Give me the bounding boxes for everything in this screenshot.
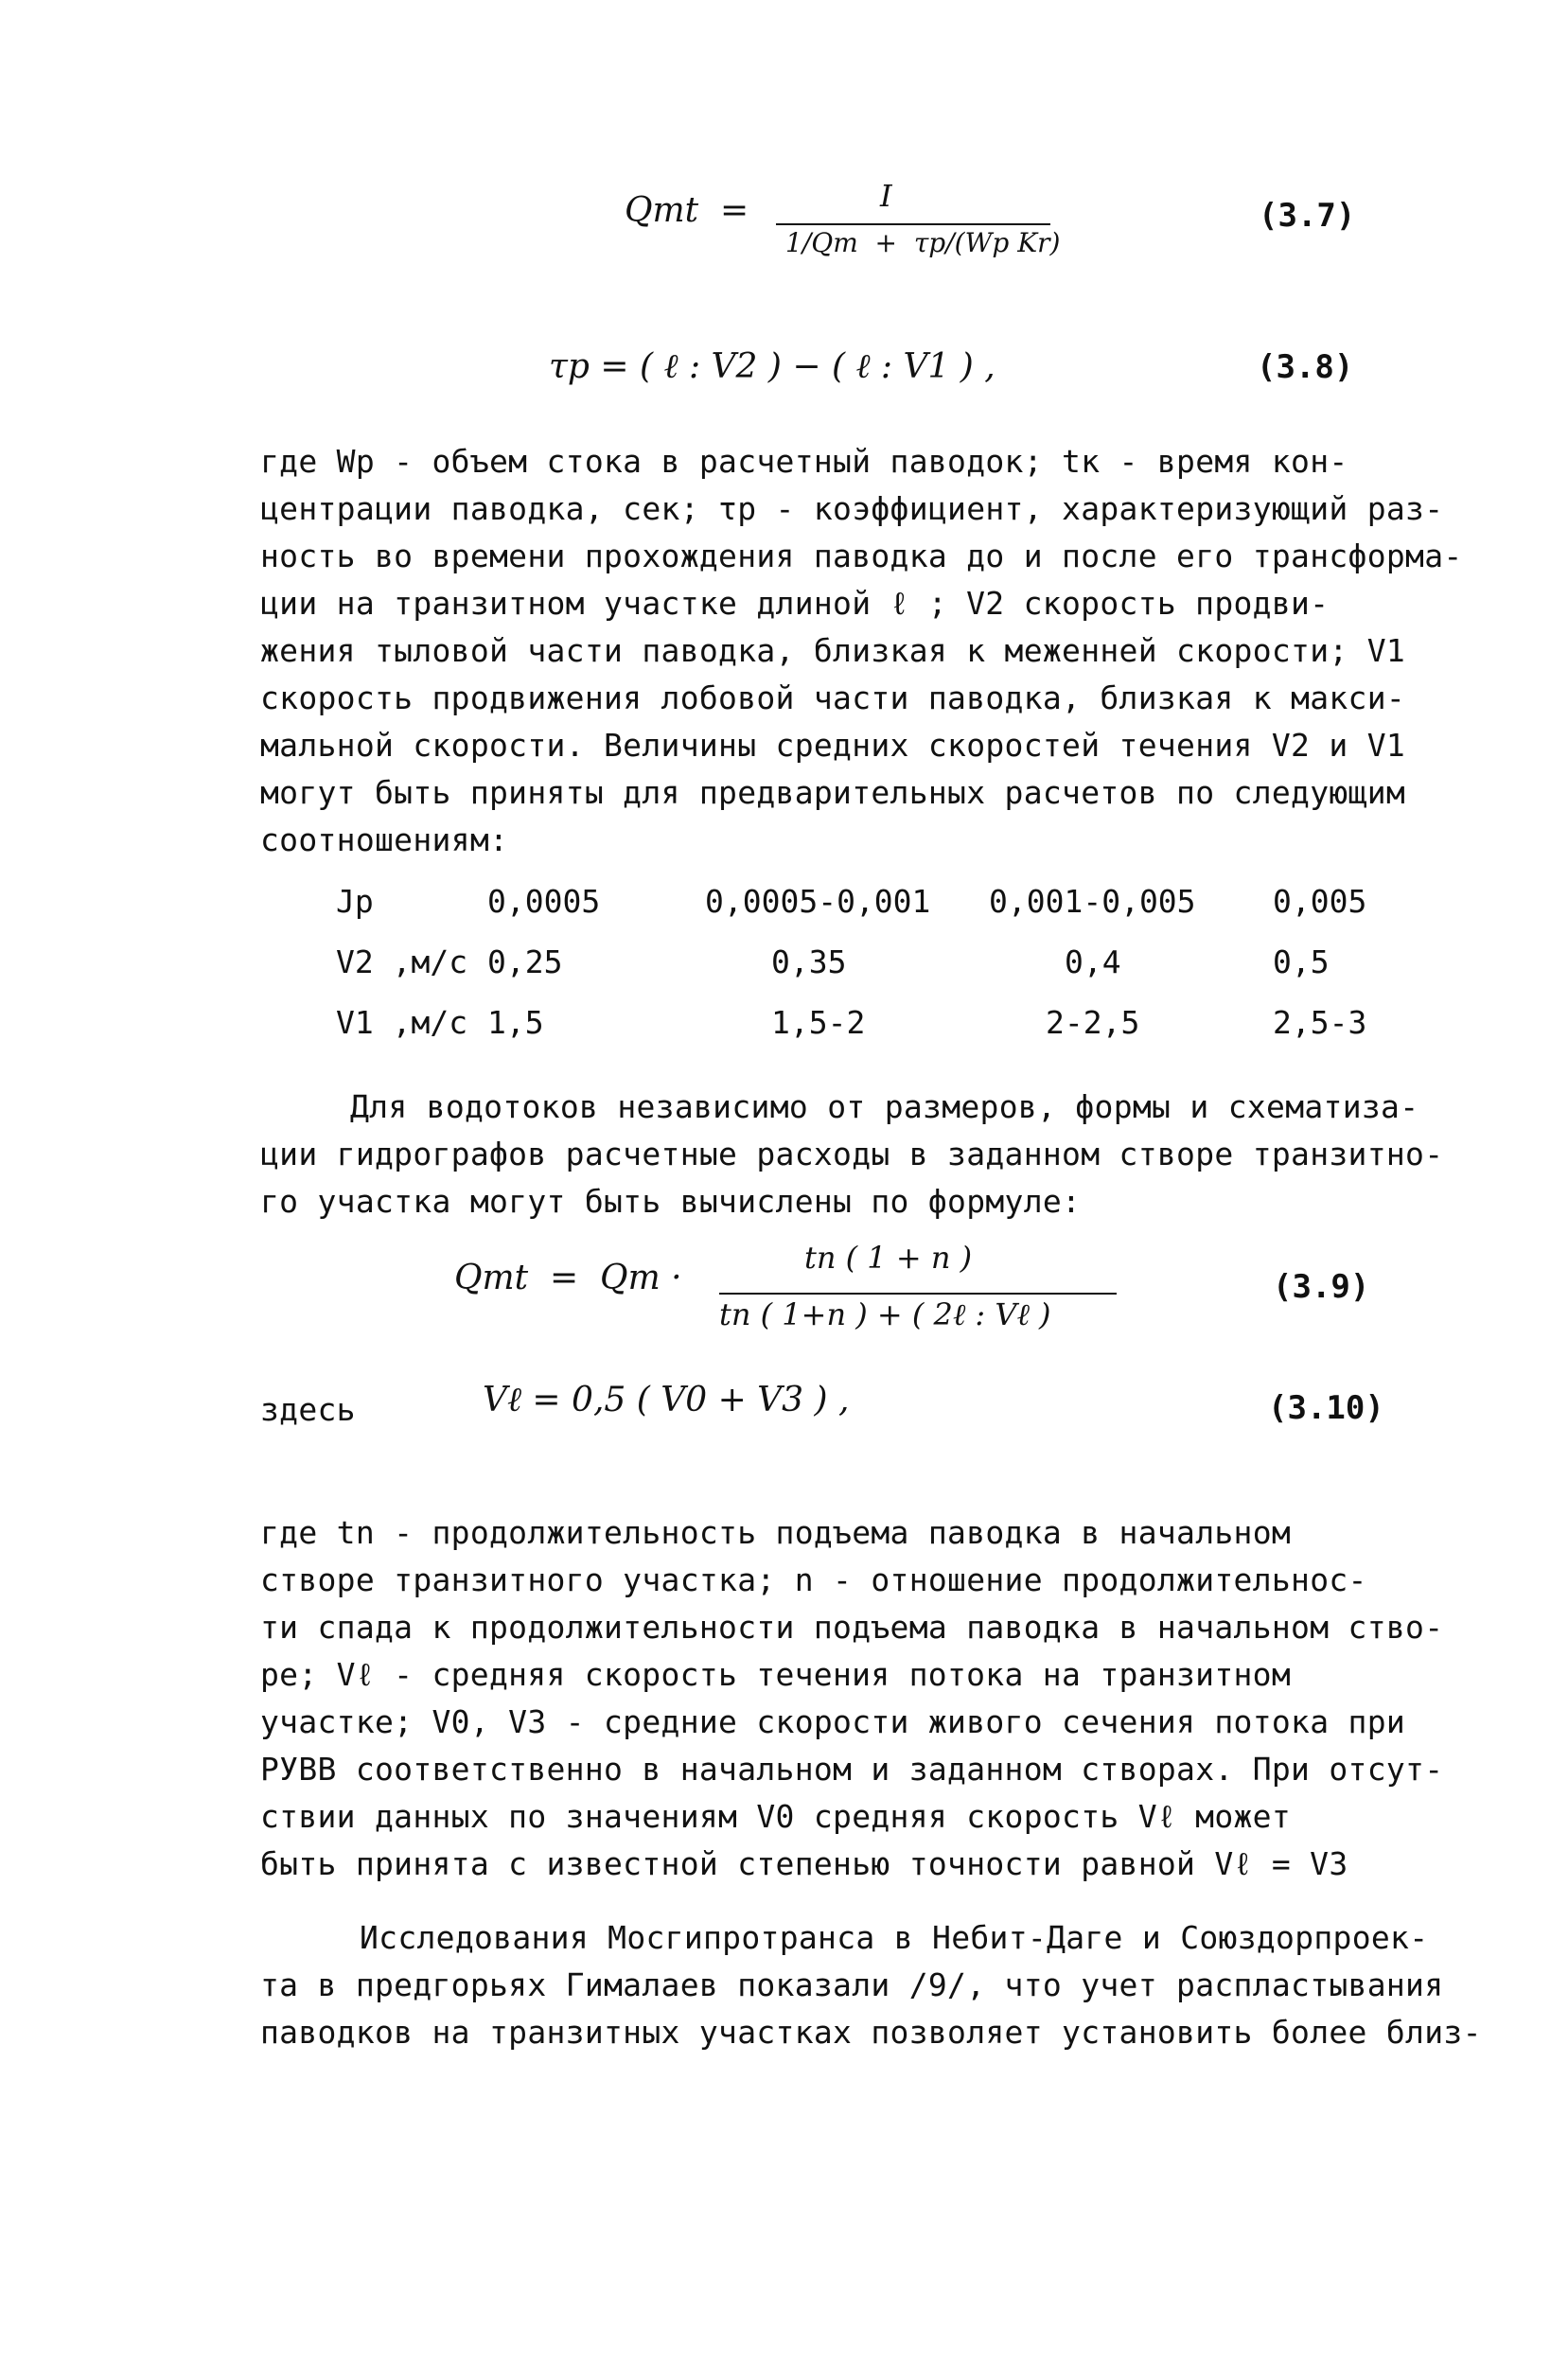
paragraph-1-line-6: скорость продвижения лобовой части паводка, близкая к макси- — [260, 679, 1406, 716]
paragraph-2-line-3: го участка могут быть вычислены по формуле: — [260, 1183, 1082, 1220]
formula-3-9-denominator: tn ( 1+n ) + ( 2ℓ : Vℓ ) — [719, 1296, 1051, 1332]
table-cell: V2 ,м/с — [336, 943, 468, 980]
paragraph-2-line-2: ции гидрографов расчетные расходы в заданном створе транзитно- — [260, 1136, 1444, 1172]
table-cell: 0,001-0,005 — [989, 882, 1196, 920]
table-cell: 0,25 — [487, 943, 563, 980]
paragraph-1-line-2: центрации паводка, сек; τp - коэффициент, характеризующий раз- — [260, 490, 1444, 527]
formula-3-9-numerator: tn ( 1 + n ) — [804, 1240, 973, 1276]
fraction-bar — [776, 223, 1050, 225]
paragraph-2-line-1: Для водотоков независимо от размеров, формы и схематиза- — [350, 1088, 1419, 1125]
table-cell: 2,5-3 — [1273, 1003, 1367, 1041]
paragraph-4-line-1: Исследования Мосгипротранса в Небит-Даге и Союздорпроек- — [360, 1919, 1429, 1956]
paragraph-1-line-9: соотношениям: — [260, 821, 509, 858]
paragraph-1-line-5: жения тыловой части паводка, близкая к меженней скорости; V1 — [260, 632, 1406, 669]
table-row — [336, 871, 1386, 931]
paragraph-1-line-4: ции на транзитном участке длиной ℓ ; V2 скорость продви- — [260, 585, 1330, 622]
label-zdes: здесь — [260, 1391, 356, 1428]
paragraph-1-line-1: где Wp - объем стока в расчетный паводок; tк - время кон- — [260, 443, 1348, 480]
paragraph-3-line-7: ствии данных по значениям V0 средняя скорость Vℓ может — [260, 1798, 1291, 1835]
paragraph-3-line-8: быть принята с известной степенью точности равной Vℓ = V3 — [260, 1845, 1348, 1882]
formula-3-7-lhs: Qmt = — [625, 191, 749, 230]
paragraph-1-line-7: мальной скорости. Величины средних скоростей течения V2 и V1 — [260, 727, 1406, 764]
paragraph-3-line-1: где tn - продолжительность подъема паводка в начальном — [260, 1514, 1292, 1551]
table-cell: 1,5-2 — [771, 1003, 866, 1041]
table-cell: 0,0005-0,001 — [705, 882, 931, 920]
equation-number-3-9: (3.9) — [1273, 1268, 1370, 1306]
table-cell: V1 ,м/с — [336, 1003, 468, 1041]
equation-number-3-7: (3.7) — [1259, 197, 1356, 235]
paragraph-4-line-2: та в предгорьях Гималаев показали /9/, что учет распластывания — [260, 1966, 1444, 2003]
table-cell: Jp — [336, 882, 374, 920]
formula-3-9-lhs: Qmt = Qm · — [454, 1259, 682, 1297]
formula-3-10: Vℓ = 0,5 ( V0 + V3 ) , — [483, 1381, 850, 1419]
table-cell: 2-2,5 — [1046, 1003, 1140, 1041]
paragraph-4-line-3: паводков на транзитных участках позволяет установить более близ- — [260, 2014, 1482, 2051]
equation-number-3-10: (3.10) — [1268, 1389, 1384, 1427]
table-cell: 0,35 — [771, 943, 847, 980]
table-cell: 0,0005 — [487, 882, 601, 920]
table-cell: 0,005 — [1273, 882, 1367, 920]
table-row — [336, 931, 1386, 992]
formula-3-7-denominator: 1/Qm + τp/(Wp Kr) — [785, 227, 1061, 258]
table-cell: 1,5 — [487, 1003, 544, 1041]
table-row — [336, 992, 1386, 1052]
formula-3-8: τp = ( ℓ : V2 ) − ( ℓ : V1 ) , — [549, 347, 995, 386]
paragraph-3-line-3: ти спада к продолжительности подъема паводка в начальном ство- — [260, 1609, 1444, 1646]
paragraph-3-line-6: РУВВ соответственно в начальном и заданном створах. При отсут- — [260, 1751, 1444, 1788]
paragraph-3-line-2: створе транзитного участка; n - отношение продолжительнос- — [260, 1561, 1367, 1598]
fraction-bar — [719, 1293, 1117, 1295]
paragraph-3-line-5: участке; V0, V3 - средние скорости живого сечения потока при — [260, 1703, 1406, 1740]
table-cell: 0,5 — [1273, 943, 1330, 980]
paragraph-1-line-8: могут быть приняты для предварительных расчетов по следующим — [260, 774, 1406, 811]
paragraph-3-line-4: ре; Vℓ - средняя скорость течения потока на транзитном — [260, 1656, 1291, 1693]
paragraph-1-line-3: ность во времени прохождения паводка до и после его трансформа- — [260, 538, 1463, 574]
velocity-table — [336, 871, 1386, 1052]
formula-3-7-numerator: I — [880, 178, 892, 214]
equation-number-3-8: (3.8) — [1257, 348, 1354, 386]
table-cell: 0,4 — [1065, 943, 1121, 980]
